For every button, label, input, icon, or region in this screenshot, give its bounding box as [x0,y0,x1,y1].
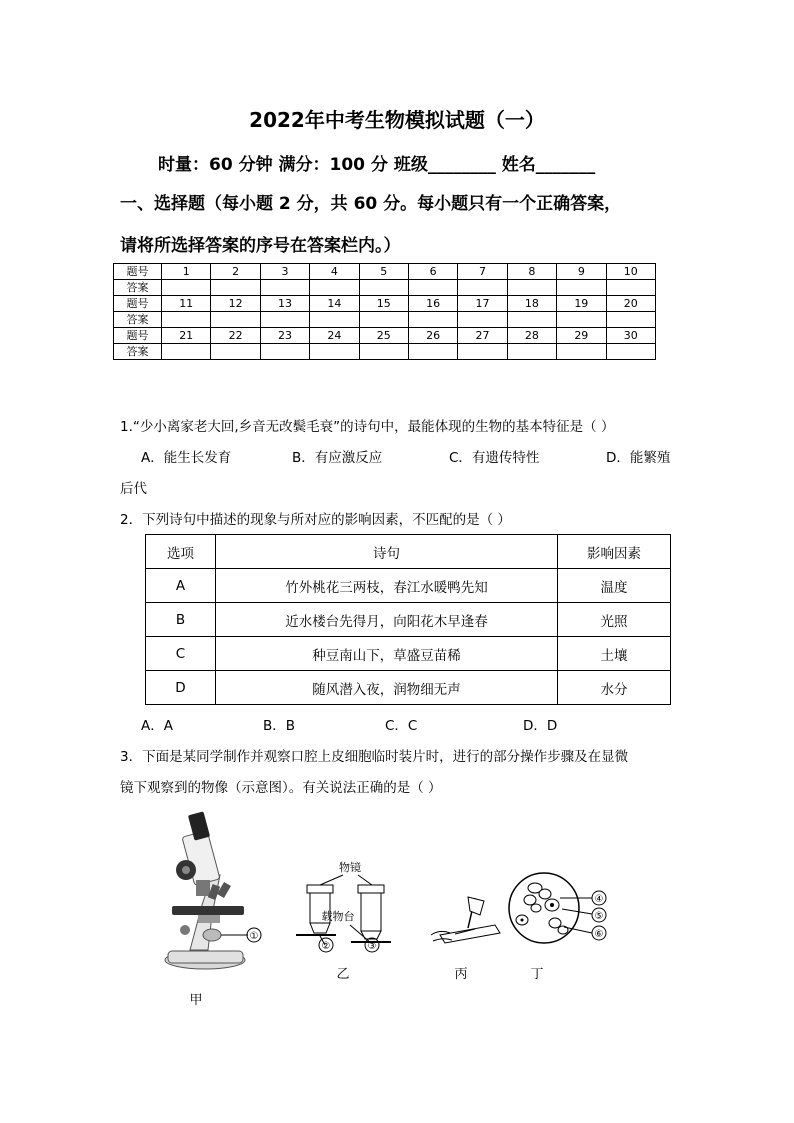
answer-cell[interactable] [260,280,309,296]
question-number-cell: 16 [408,296,457,312]
label-stage: 载物台 [321,910,355,923]
row-factor: 土壤 [558,637,671,671]
question-number-cell: 13 [260,296,309,312]
question-number-cell: 12 [211,296,260,312]
question-number-cell: 17 [458,296,507,312]
row-factor: 光照 [558,603,671,637]
label-6: ⑥ [594,929,604,940]
label-bing: 丙 [454,967,468,982]
question-3-stem-line1: 3．下面是某同学制作并观察口腔上皮细胞临时装片时，进行的部分操作步骤及在显微 [120,749,629,765]
answer-sheet-number-row [114,328,656,344]
question-number-cell: 8 [507,264,556,280]
label-2: ② [321,941,331,952]
q1-option-a: A．能生长发育 [141,450,232,466]
answer-cell[interactable] [260,344,309,360]
section-heading-line1: 一、选择题（每小题 2 分，共 60 分。每小题只有一个正确答案， [120,194,622,214]
answer-cell[interactable] [458,280,507,296]
exam-title: 2022年中考生物模拟试题（一） [249,108,545,132]
question-2-stem: 2．下列诗句中描述的现象与所对应的影响因素，不匹配的是（ ） [120,512,511,528]
answer-cell[interactable] [359,312,408,328]
slide-preparation-illustration [431,897,500,943]
answer-cell[interactable] [507,312,556,328]
question-number-cell: 15 [359,296,408,312]
answer-cell[interactable] [507,344,556,360]
label-yi: 乙 [336,967,350,982]
row-option: B [146,603,216,637]
table-row [146,637,671,671]
question-number-cell: 27 [458,328,507,344]
question-number-cell: 9 [557,264,606,280]
row-poem: 竹外桃花三两枝，春江水暖鸭先知 [216,569,558,603]
q2-option-b: B．B [263,718,296,734]
question-number-cell: 24 [310,328,359,344]
row-factor: 水分 [558,671,671,705]
q2-option-a: A．A [141,718,173,734]
answer-cell[interactable] [162,312,211,328]
row-label-number: 题号 [114,328,162,344]
answer-cell[interactable] [211,344,260,360]
question-number-cell: 30 [606,328,655,344]
question-number-cell: 26 [408,328,457,344]
label-5: ⑤ [594,911,604,922]
q2-option-c: C．C [385,718,418,734]
q1-option-c: C．有遗传特性 [449,450,540,466]
exam-subtitle: 时量：60 分钟 满分：100 分 班级________ 姓名_______ [158,155,596,175]
answer-cell[interactable] [606,280,655,296]
question-number-cell: 18 [507,296,556,312]
answer-cell[interactable] [310,344,359,360]
q1-option-d: D．能繁殖 [606,450,671,466]
question-number-cell: 7 [458,264,507,280]
question-number-cell: 14 [310,296,359,312]
row-option: D [146,671,216,705]
answer-sheet-answer-row [114,312,656,328]
answer-cell[interactable] [359,344,408,360]
answer-cell[interactable] [359,280,408,296]
question-number-cell: 2 [211,264,260,280]
label-1: ① [249,931,259,942]
row-poem: 近水楼台先得月，向阳花木早逢春 [216,603,558,637]
answer-cell[interactable] [408,344,457,360]
answer-cell[interactable] [162,280,211,296]
row-factor: 温度 [558,569,671,603]
label-3: ③ [367,941,377,952]
objective-lens-diagram [296,860,391,952]
answer-cell[interactable] [606,312,655,328]
answer-cell[interactable] [458,344,507,360]
answer-cell[interactable] [162,344,211,360]
question-number-cell: 11 [162,296,211,312]
answer-cell[interactable] [408,280,457,296]
section-heading-line2: 请将所选择答案的序号在答案栏内。） [120,236,401,256]
question-number-cell: 28 [507,328,556,344]
microscope-illustration [165,811,261,969]
q1-option-d-wrap: 后代 [120,481,147,497]
q2-option-d: D．D [523,718,558,734]
row-label-answer: 答案 [114,280,162,296]
table-row [146,569,671,603]
question-number-cell: 20 [606,296,655,312]
header-factor: 影响因素 [558,535,671,569]
question-number-cell: 19 [557,296,606,312]
question-number-cell: 10 [606,264,655,280]
answer-cell[interactable] [310,280,359,296]
answer-sheet-number-row [114,264,656,280]
table-row [146,603,671,637]
row-poem: 种豆南山下，草盛豆苗稀 [216,637,558,671]
row-label-answer: 答案 [114,312,162,328]
question-1-stem: 1.“少小离家老大回,乡音无改鬓毛衰”的诗句中，最能体现的生物的基本特征是（ ） [120,419,615,435]
answer-cell[interactable] [557,312,606,328]
question-number-cell: 1 [162,264,211,280]
table-row [146,671,671,705]
answer-cell[interactable] [408,312,457,328]
question-3-stem-line2: 镜下观察到的物像（示意图）。有关说法正确的是（ ） [120,780,442,796]
question-number-cell: 3 [260,264,309,280]
field-of-view-diagram [509,873,606,943]
answer-sheet-answer-row [114,344,656,360]
question-number-cell: 4 [310,264,359,280]
answer-cell[interactable] [606,344,655,360]
answer-cell[interactable] [557,280,606,296]
label-ding: 丁 [530,967,544,982]
answer-cell[interactable] [260,312,309,328]
question-number-cell: 25 [359,328,408,344]
question-number-cell: 23 [260,328,309,344]
question-number-cell: 21 [162,328,211,344]
question-number-cell: 29 [557,328,606,344]
q1-option-b: B．有应激反应 [292,450,383,466]
row-option: A [146,569,216,603]
answer-sheet-answer-row [114,280,656,296]
question-3-figure [150,805,630,1010]
row-label-number: 题号 [114,264,162,280]
question-number-cell: 6 [408,264,457,280]
question-number-cell: 5 [359,264,408,280]
answer-cell[interactable] [458,312,507,328]
question-number-cell: 22 [211,328,260,344]
header-poem: 诗句 [216,535,558,569]
answer-cell[interactable] [507,280,556,296]
answer-sheet-number-row [114,296,656,312]
header-option: 选项 [146,535,216,569]
answer-cell[interactable] [310,312,359,328]
answer-sheet-table [113,263,656,360]
question-2-table [145,534,671,705]
row-label-answer: 答案 [114,344,162,360]
table-header-row [146,535,671,569]
label-objective: 物镜 [339,861,361,874]
answer-cell[interactable] [211,280,260,296]
label-jia: 甲 [189,993,203,1008]
label-4: ④ [594,894,604,905]
row-poem: 随风潜入夜，润物细无声 [216,671,558,705]
answer-cell[interactable] [557,344,606,360]
row-option: C [146,637,216,671]
row-label-number: 题号 [114,296,162,312]
answer-cell[interactable] [211,312,260,328]
